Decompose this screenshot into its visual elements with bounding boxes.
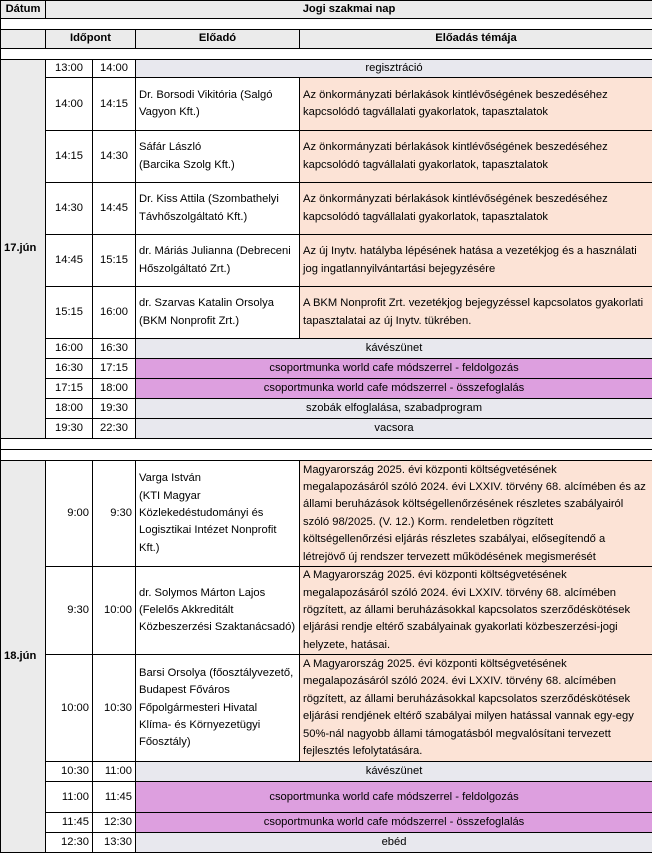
start-time: 10:00 (46, 655, 93, 762)
schedule-row (1, 461, 652, 567)
speaker-line: Közbeszerzési Szaktanácsadó) (139, 619, 296, 636)
session-note: kávészünet (136, 762, 652, 782)
topic-line: költségellenőrzési eljárás részletes szabályai, elősegítendő a (303, 531, 649, 548)
end-time: 16:30 (93, 339, 136, 359)
start-time: 18:00 (46, 399, 93, 419)
speaker-cell (136, 655, 300, 762)
start-time: 12:30 (46, 833, 93, 853)
header-row (1, 1, 652, 19)
schedule-row (1, 131, 652, 183)
spacer (1, 48, 652, 59)
date-column-header: Dátum (1, 1, 46, 19)
session-note: szobák elfoglalása, szabadprogram (136, 399, 652, 419)
topic-line: állami beruházások költségellenőrzésének részletes szabályairól (303, 496, 649, 513)
start-time: 13:00 (46, 59, 93, 77)
schedule-row (1, 339, 652, 359)
speaker-line: Kft.) (139, 540, 296, 557)
topic-line: szóló 98/2025. (V. 12.) Korm. rendeletben rögzített (303, 514, 649, 531)
topic-line: 50%-nál nagyobb állami támogatásból megvalósítani tervezett (303, 726, 649, 743)
topic-line: megalapozásáról szóló 2024. évi LXXIV. törvény 68. alcímében és az (303, 479, 649, 496)
speaker-cell (136, 567, 300, 655)
schedule-row (1, 287, 652, 339)
topic-line: fejlesztés lefolytatására. (303, 743, 649, 760)
end-time: 19:30 (93, 399, 136, 419)
speaker-line: Hőszolgáltató Zrt.) (139, 261, 296, 278)
topic-line: kapcsolódó tagvállalati gyakorlatok, tapasztalatok (303, 209, 649, 226)
speaker-line: (Barcika Szolg Kft.) (139, 157, 296, 174)
end-time: 11:45 (93, 782, 136, 813)
topic-cell (300, 461, 652, 567)
topic-line: eljárási rendjének eltérő szabályai milyen hatással vannak egy-egy (303, 708, 649, 725)
topic-cell (300, 655, 652, 762)
start-time: 11:45 (46, 813, 93, 833)
session-note: kávészünet (136, 339, 652, 359)
end-time: 11:00 (93, 762, 136, 782)
schedule-row (1, 379, 652, 399)
end-time: 14:45 (93, 183, 136, 235)
topic-cell (300, 235, 652, 287)
session-note: csoportmunka world cafe módszerrel - összefoglalás (136, 379, 652, 399)
topic-line: eljárási rendje eltérő szabályainak gyakorlati közbeszerzési-jogi (303, 619, 649, 636)
spacer (1, 439, 652, 450)
speaker-cell (136, 183, 300, 235)
schedule-row (1, 782, 652, 813)
start-time: 11:00 (46, 782, 93, 813)
topic-line: létrejövő új rendszer tervezett működésének megismerését (303, 549, 649, 566)
end-time: 17:15 (93, 359, 136, 379)
end-time: 14:00 (93, 59, 136, 77)
end-time: 12:30 (93, 813, 136, 833)
day-date: 18.jún (1, 461, 46, 853)
topic-line: tapasztalatai az új Inytv. tükrében. (303, 313, 649, 330)
end-time: 16:00 (93, 287, 136, 339)
start-time: 14:15 (46, 131, 93, 183)
topic-line: megalapozásáról szóló 2024. évi LXXIV. törvény 68. alcímében (303, 673, 649, 690)
speaker-column-header: Előadó (136, 30, 300, 48)
topic-column-header: Előadás témája (300, 30, 652, 48)
speaker-line: Főpolgármesteri Hivatal (139, 700, 296, 717)
session-note: csoportmunka world cafe módszerrel - feldolgozás (136, 782, 652, 813)
day-date: 17.jún (1, 59, 46, 438)
speaker-line: Főosztály) (139, 734, 296, 751)
topic-line: A Magyarország 2025. évi központi költségvetésének (303, 656, 649, 673)
topic-cell (300, 567, 652, 655)
end-time: 10:30 (93, 655, 136, 762)
speaker-line: Közlekedéstudományi és (139, 505, 296, 522)
session-note: csoportmunka world cafe módszerrel - feldolgozás (136, 359, 652, 379)
topic-line: Magyarország 2025. évi központi költségvetésének (303, 462, 649, 479)
schedule-row (1, 567, 652, 655)
schedule-row (1, 183, 652, 235)
speaker-line: (Felelős Akkreditált (139, 602, 296, 619)
topic-line: A BKM Nonprofit Zrt. vezetékjog bejegyzéssel kapcsolatos gyakorlati (303, 295, 649, 312)
end-time: 13:30 (93, 833, 136, 853)
end-time: 22:30 (93, 419, 136, 439)
speaker-cell (136, 287, 300, 339)
speaker-line: (KTI Magyar (139, 488, 296, 505)
speaker-line: Dr. Kiss Attila (Szombathelyi (139, 191, 296, 208)
session-note: regisztráció (136, 59, 652, 77)
topic-line: helyzete, hatásai. (303, 637, 649, 654)
speaker-line: Barsi Orsolya (főosztályvezető, (139, 665, 296, 682)
topic-line: kapcsolódó tagvállalati gyakorlatok, tapasztalatok (303, 157, 649, 174)
speaker-cell (136, 235, 300, 287)
start-time: 14:30 (46, 183, 93, 235)
schedule-row (1, 833, 652, 853)
speaker-line: dr. Máriás Julianna (Debreceni (139, 243, 296, 260)
session-note: csoportmunka world cafe módszerrel - összefoglalás (136, 813, 652, 833)
speaker-line: Dr. Borsodi Vikitória (Salgó (139, 87, 296, 104)
topic-line: kapcsolódó tagvállalati gyakorlatok, tapasztalatok (303, 104, 649, 121)
schedule-row (1, 655, 652, 762)
topic-cell (300, 131, 652, 183)
start-time: 17:15 (46, 379, 93, 399)
start-time: 10:30 (46, 762, 93, 782)
time-column-header: Időpont (46, 30, 136, 48)
start-time: 9:30 (46, 567, 93, 655)
schedule-row (1, 399, 652, 419)
end-time: 9:30 (93, 461, 136, 567)
blank-header-cell (1, 30, 46, 48)
schedule-row (1, 813, 652, 833)
topic-line: Az önkormányzati bérlakások kintlévőségének beszedéséhez (303, 191, 649, 208)
topic-line: megalapozásáról szóló 2024. évi LXXIV. törvény 68. alcímében (303, 585, 649, 602)
speaker-cell (136, 131, 300, 183)
speaker-cell (136, 461, 300, 567)
speaker-line: Budapest Főváros (139, 682, 296, 699)
session-note: ebéd (136, 833, 652, 853)
spacer-row (1, 19, 652, 30)
topic-line: Az új Inytv. hatályba lépésének hatása a vezetékjog és a használati (303, 243, 649, 260)
start-time: 14:45 (46, 235, 93, 287)
topic-line: rögzített, az állami beruházásokkal kapcsolatos szerződéskötések (303, 691, 649, 708)
spacer-row (1, 450, 652, 461)
schedule-row (1, 762, 652, 782)
start-time: 16:30 (46, 359, 93, 379)
speaker-line: Távhőszolgáltató Kft.) (139, 209, 296, 226)
spacer (1, 19, 652, 30)
session-note: vacsora (136, 419, 652, 439)
schedule-row (1, 78, 652, 131)
end-time: 18:00 (93, 379, 136, 399)
topic-line: jog ingatlannyilvántartási bejegyzésére (303, 261, 649, 278)
start-time: 9:00 (46, 461, 93, 567)
end-time: 14:15 (93, 78, 136, 131)
start-time: 15:15 (46, 287, 93, 339)
topic-cell (300, 287, 652, 339)
schedule-row (1, 59, 652, 77)
topic-line: rögzített, az állami beruházásokkal kapcsolatos szerződéskötések (303, 602, 649, 619)
speaker-line: Klíma- és Környezetügyi (139, 717, 296, 734)
event-title: Jogi szakmai nap (46, 1, 652, 19)
topic-line: A Magyarország 2025. évi központi költségvetésének (303, 567, 649, 584)
spacer (1, 450, 652, 461)
speaker-cell (136, 78, 300, 131)
end-time: 14:30 (93, 131, 136, 183)
spacer-row (1, 439, 652, 450)
schedule-row (1, 235, 652, 287)
schedule-body (1, 1, 652, 853)
topic-cell (300, 78, 652, 131)
speaker-line: Varga István (139, 470, 296, 487)
schedule-row (1, 419, 652, 439)
start-time: 16:00 (46, 339, 93, 359)
column-header-row (1, 30, 652, 48)
schedule-row (1, 359, 652, 379)
speaker-line: (BKM Nonprofit Zrt.) (139, 313, 296, 330)
speaker-line: Logisztikai Intézet Nonprofit (139, 522, 296, 539)
speaker-line: dr. Solymos Márton Lajos (139, 585, 296, 602)
topic-line: Az önkormányzati bérlakások kintlévőségének beszedéséhez (303, 139, 649, 156)
topic-cell (300, 183, 652, 235)
speaker-line: Vagyon Kft.) (139, 104, 296, 121)
start-time: 19:30 (46, 419, 93, 439)
speaker-line: dr. Szarvas Katalin Orsolya (139, 295, 296, 312)
topic-line: Az önkormányzati bérlakások kintlévőségének beszedéséhez (303, 87, 649, 104)
end-time: 15:15 (93, 235, 136, 287)
start-time: 14:00 (46, 78, 93, 131)
spacer-row (1, 48, 652, 59)
speaker-line: Sáfár László (139, 139, 296, 156)
end-time: 10:00 (93, 567, 136, 655)
